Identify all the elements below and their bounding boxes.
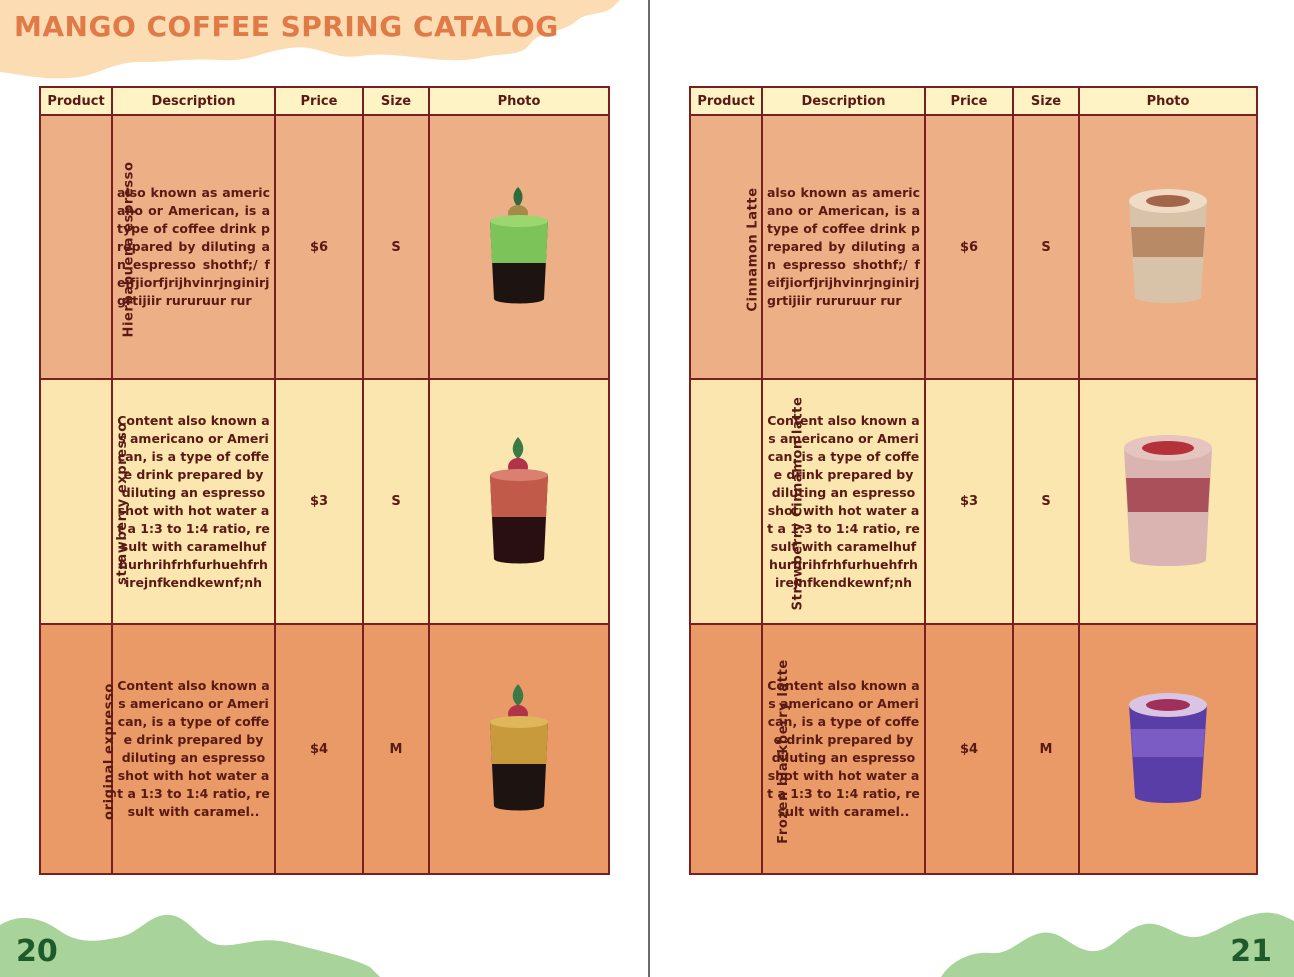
product-description: also known as americano or American, is a type of coffee drink prepared by diluting an espresso shothf;/ feifjiorfjrijhvinrjnginirjgrtijiir rururuur rur <box>117 185 270 308</box>
header-size: Size <box>1013 87 1079 115</box>
product-description: also known as americano or American, is a type of coffee drink prepared by diluting an espresso shothf;/ feifjiorfjrijhvinrjnginirjgrtijiir rururuur rur <box>767 185 920 308</box>
product-size: M <box>1013 624 1079 874</box>
header-product: Product <box>690 87 762 115</box>
header-description: Description <box>762 87 925 115</box>
product-name: strawberry expresso <box>114 422 130 585</box>
product-name: Frozen blackberry latte <box>775 658 791 844</box>
original-espresso-cup-icon <box>484 684 554 814</box>
product-description: Content also known as americano or American, is a type of coffee drink prepared by diluting an espresso shot with hot water at a 1:3 to 1:4 ratio, result with caramelhufhurhrihfrhfurhuehfrhirejnfkendkewnf;nh <box>767 412 920 590</box>
strawberry-latte-cup-icon <box>1120 432 1216 572</box>
header-size: Size <box>363 87 429 115</box>
catalog-page-right <box>651 0 1294 977</box>
page-spine <box>648 0 650 977</box>
header-photo: Photo <box>1079 87 1257 115</box>
header-price: Price <box>925 87 1013 115</box>
product-description: Content also known as americano or American, is a type of coffee drink prepared by diluting an espresso shot with hot water at a 1:3 to 1:4 ratio, result with caramel.. <box>117 678 270 819</box>
product-size: M <box>363 624 429 874</box>
product-size: S <box>1013 379 1079 624</box>
green-espresso-cup-icon <box>484 187 554 307</box>
table-row <box>40 379 609 624</box>
table-row <box>40 624 609 874</box>
header-product: Product <box>40 87 112 115</box>
product-price: $3 <box>925 379 1013 624</box>
catalog-title: MANGO COFFEE SPRING CATALOG <box>14 10 559 43</box>
product-price: $6 <box>275 115 363 379</box>
cinnamon-latte-cup-icon <box>1125 187 1211 307</box>
table-row <box>690 115 1257 379</box>
header-description: Description <box>112 87 275 115</box>
product-size: S <box>1013 115 1079 379</box>
strawberry-espresso-cup-icon <box>484 437 554 567</box>
page-number: 20 <box>16 934 58 969</box>
product-name: original expresso <box>101 682 117 820</box>
product-price: $4 <box>275 624 363 874</box>
header-price: Price <box>275 87 363 115</box>
product-table <box>689 86 1258 875</box>
product-name: Strawberry Cinnamon latte <box>790 396 806 611</box>
header-photo: Photo <box>429 87 609 115</box>
product-price: $4 <box>925 624 1013 874</box>
table-row <box>690 624 1257 874</box>
table-row <box>40 115 609 379</box>
blackberry-latte-cup-icon <box>1125 691 1211 807</box>
product-price: $6 <box>925 115 1013 379</box>
product-name: Cinnamon Latte <box>745 186 761 312</box>
product-table <box>39 86 610 875</box>
product-description: Content also known as americano or American, is a type of coffee drink prepared by diluting an espresso shot with hot water at a 1:3 to 1:4 ratio, result with caramelhufhurhrihfrhfurhuehfrhirejnfkendkewnf;nh <box>117 412 270 590</box>
product-size: S <box>363 379 429 624</box>
page-number: 21 <box>1230 934 1272 969</box>
product-description: Content also known as americano or American, is a type of coffee drink prepared by diluting an espresso shot with hot water at a 1:3 to 1:4 ratio, result with caramel.. <box>767 678 920 819</box>
product-size: S <box>363 115 429 379</box>
product-name: Hierbabuena espresso <box>121 160 137 338</box>
product-price: $3 <box>275 379 363 624</box>
table-row <box>690 379 1257 624</box>
